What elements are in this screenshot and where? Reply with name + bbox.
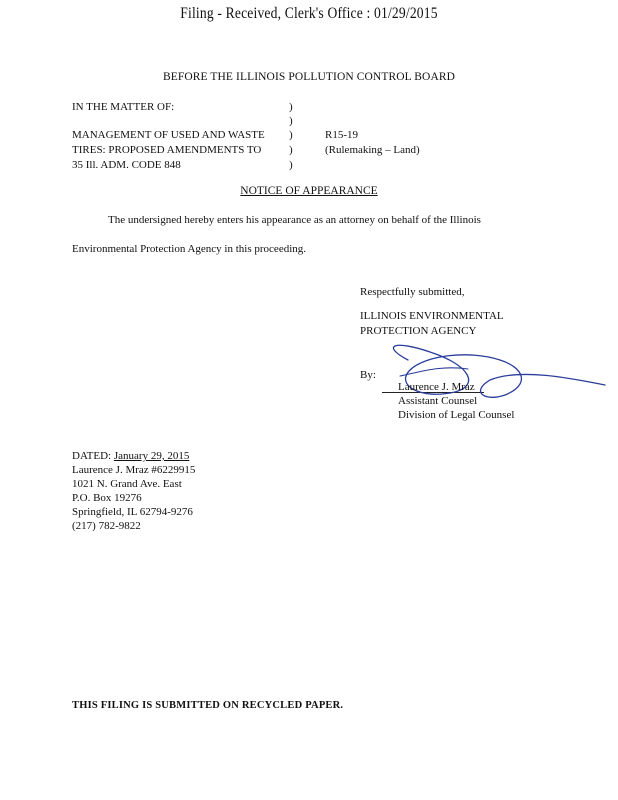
signer-title: Assistant Counsel <box>398 395 478 407</box>
city-line: Springfield, IL 62794-9276 <box>72 506 193 518</box>
notice-body-line-2: Environmental Protection Agency in this proceeding. <box>72 243 307 255</box>
filing-stamp: Filing - Received, Clerk's Office : 01/29/2015 <box>180 5 438 22</box>
agency-line-2: PROTECTION AGENCY <box>360 325 477 337</box>
caption-paren-4: ) <box>289 144 293 156</box>
signer-division: Division of Legal Counsel <box>398 409 515 421</box>
agency-line-1: ILLINOIS ENVIRONMENTAL <box>360 310 504 322</box>
caption-paren-3: ) <box>289 129 293 141</box>
case-number: R15-19 <box>325 129 358 141</box>
attorney-line: Laurence J. Mraz #6229915 <box>72 464 196 476</box>
matter-line-4: 35 Ill. ADM. CODE 848 <box>72 159 181 171</box>
dated-line <box>72 450 189 462</box>
recycled-notice: THIS FILING IS SUBMITTED ON RECYCLED PAPER. <box>72 700 344 711</box>
caption-paren-1: ) <box>289 101 293 113</box>
signer-name: Laurence J. Mraz <box>398 381 475 393</box>
dated-label: DATED: <box>72 450 112 462</box>
caption-paren-2: ) <box>289 115 293 127</box>
matter-line-3: TIRES: PROPOSED AMENDMENTS TO <box>72 144 262 156</box>
po-box-line: P.O. Box 19276 <box>72 492 142 504</box>
case-type: (Rulemaking – Land) <box>325 144 420 156</box>
caption-paren-5: ) <box>289 159 293 171</box>
notice-title: NOTICE OF APPEARANCE <box>240 185 378 197</box>
board-title: BEFORE THE ILLINOIS POLLUTION CONTROL BOARD <box>162 71 456 83</box>
closing: Respectfully submitted, <box>360 286 465 298</box>
dated-value: January 29, 2015 <box>113 450 190 462</box>
notice-body-line-1: The undersigned hereby enters his appearance as an attorney on behalf of the Illinois <box>108 214 481 226</box>
by-label: By: <box>360 369 376 381</box>
matter-line-2: MANAGEMENT OF USED AND WASTE <box>72 129 265 141</box>
street-line: 1021 N. Grand Ave. East <box>72 478 182 490</box>
phone-line: (217) 782-9822 <box>72 520 141 532</box>
matter-line-1: IN THE MATTER OF: <box>72 101 175 113</box>
